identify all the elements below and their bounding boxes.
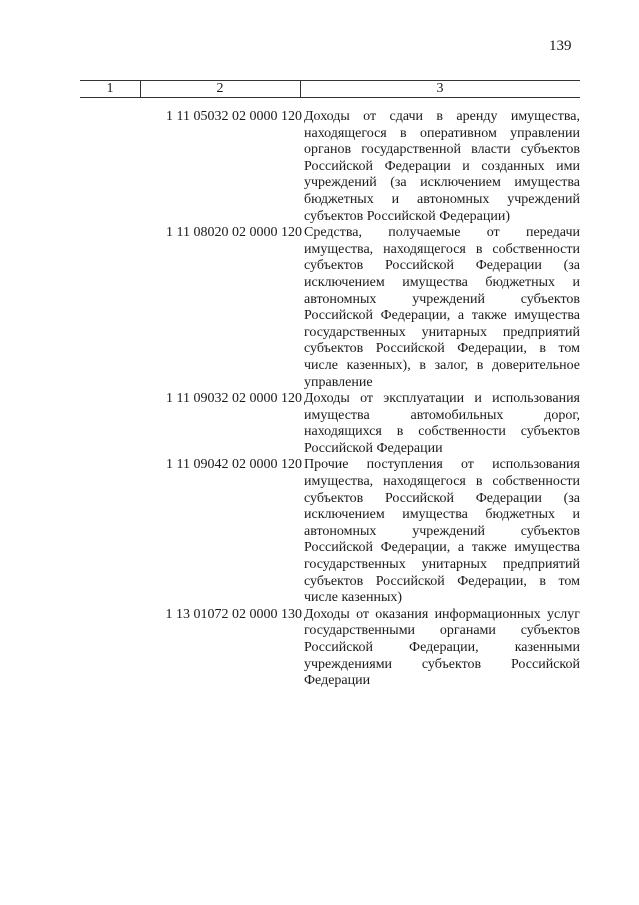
table-body xyxy=(140,109,580,690)
table-row xyxy=(140,109,580,225)
income-description: Доходы от сдачи в аренду имущества, находящегося в оперативном управлении органов государственной власти субъектов Российской Федерации и созданных ими учреждений (за исключением имущества бюджетных и автономных учреждений субъектов Российской Федерации) xyxy=(304,109,580,224)
header-col-1: 1 xyxy=(80,81,141,97)
income-description: Средства, получаемые от передачи имущества, находящегося в собственности субъектов Российской Федерации (за исключением имущества бюджетных и автономных учреждений субъектов Российской Федерации, а также имущества государственных унитарных предприятий субъектов Российской Федерации, в том числе казенных), в залог, в доверительное управление xyxy=(304,225,580,390)
income-description: Доходы от оказания информационных услуг государственными органами субъектов Российской Федерации, казенными учреждениями субъектов Российской Федерации xyxy=(304,606,580,689)
table-row xyxy=(140,225,580,391)
income-code: 1 11 09042 02 0000 120 xyxy=(166,457,302,473)
header-col-2: 2 xyxy=(140,81,301,97)
income-code: 1 11 05032 02 0000 120 xyxy=(166,109,302,124)
table-row xyxy=(140,457,580,606)
table-row xyxy=(140,391,580,457)
income-code: 1 11 08020 02 0000 120 xyxy=(166,225,302,241)
table-header xyxy=(80,80,580,98)
income-description: Доходы от эксплуатации и использования имущества автомобильных дорог, находящихся в собственности субъектов Российской Федерации xyxy=(304,391,580,456)
income-code: 1 13 01072 02 0000 130 xyxy=(165,606,302,622)
income-description: Прочие поступления от использования имущества, находящегося в собственности субъектов Российской Федерации (за исключением имущества бюджетных и автономных учреждений субъектов Российской Федерации, а также имущества государственных унитарных предприятий субъектов Российской Федерации, в том числе казенных) xyxy=(304,457,580,606)
table-row xyxy=(140,607,580,690)
income-code: 1 11 09032 02 0000 120 xyxy=(166,391,302,407)
header-col-3: 3 xyxy=(436,81,444,96)
page-number: 139 xyxy=(549,38,572,54)
